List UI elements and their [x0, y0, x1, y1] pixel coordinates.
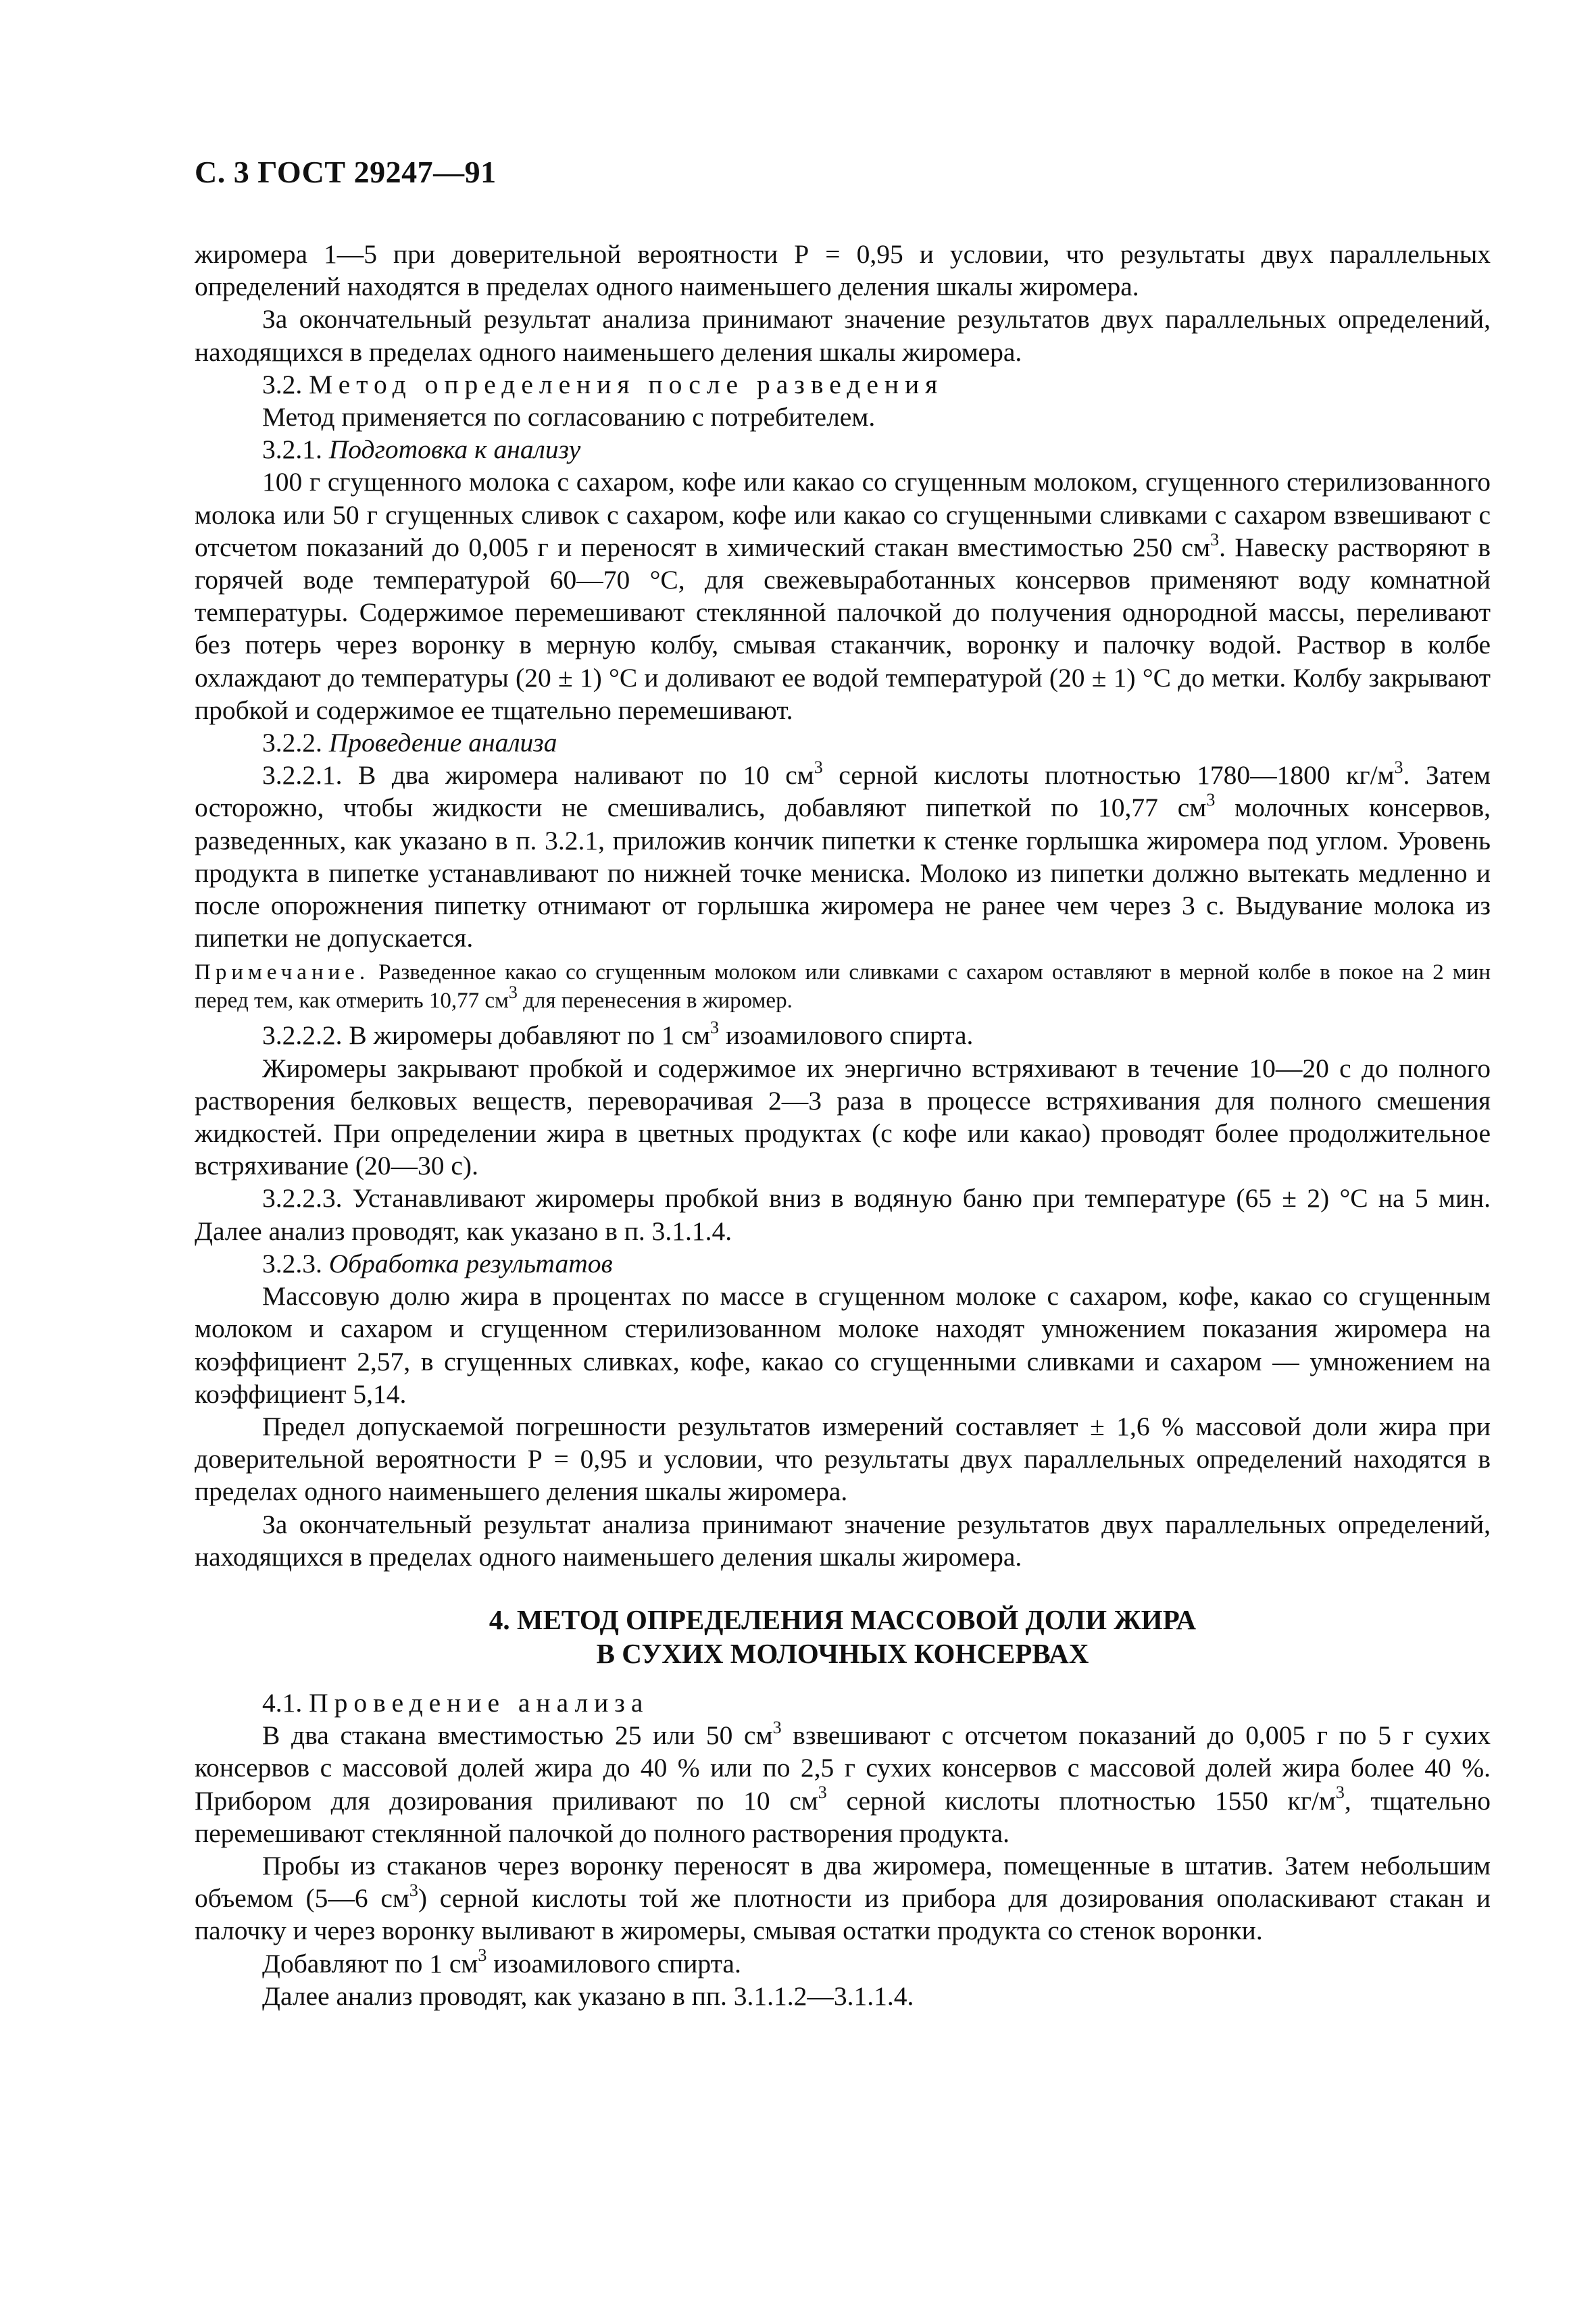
section-heading-line: 4. МЕТОД ОПРЕДЕЛЕНИЯ МАССОВОЙ ДОЛИ ЖИРА — [489, 1603, 1197, 1635]
note — [195, 958, 1491, 1015]
paragraph: 3.2.2.3. Устанавливают жиромеры пробкой вниз в водяную баню при температуре (65 ± 2) °С на 5 мин. Далее анализ проводят, как указано в п. 3.1.1.4. — [195, 1183, 1491, 1246]
subsection-number: 3.2. — [262, 369, 303, 399]
text-run: 3.2.2.1. В два жиромера наливают по 10 см — [262, 760, 814, 791]
subsection-number: 3.2.2. — [262, 728, 322, 758]
note-label: Примечание. — [195, 960, 370, 985]
paragraph — [195, 1947, 1491, 1980]
subsection-title: Метод определения после разведения — [309, 369, 944, 399]
text-run: 100 г сгущенного молока с сахаром, кофе или какао со сгущенным молоком, сгущенного стерилизованного молока или 50 г сгущенных сливок с сахаром, кофе или какао со сгущенными сливками с сахаром взвешивают с отсчетом показаний до 0,005 г и переносят в химический стакан вместимостью 250 см — [195, 467, 1491, 562]
document-body — [195, 238, 1491, 2012]
page-header: С. 3 ГОСТ 29247—91 — [195, 155, 497, 189]
text-run: Разведенное какао со сгущенным молоком или сливками с сахаром оставляют в мерной колбе в покое на 2 мин перед тем, как отмерить 10,77 см — [195, 960, 1491, 1014]
paragraph — [195, 1019, 1491, 1051]
paragraph: Предел допускаемой погрешности результатов измерений составляет ± 1,6 % массовой доли жира при доверительной вероятности Р = 0,95 и условии, что результаты двух параллельных определений находятся в пределах одного наименьшего деления шкалы жиромера. — [195, 1411, 1491, 1507]
text-run: молочных консервов, разведенных, как указано в п. 3.2.1, приложив кончик пипетки к стенке горлышка жиромера под углом. Уровень продукта в пипетке устанавливают по нижней точке мениска. Молоко из пипетки должно вытекать медленно и после опорожнения пипетку отнимают от горлышка жиромера не ранее чем через 3 с. Выдувание молока из пипетки не допускается. — [195, 793, 1491, 953]
paragraph: За окончательный результат анализа принимают значение результатов двух параллельных определений, находящихся в пределах одного наименьшего деления шкалы жиромера. — [195, 304, 1491, 367]
superscript: 3 — [1206, 790, 1216, 810]
subsection-number: 3.2.3. — [262, 1248, 322, 1278]
subsection-title: Обработка результатов — [328, 1248, 613, 1278]
subsection-title: Проведение анализа — [309, 1687, 649, 1718]
text-run: серной кислоты плотностью 1780—1800 кг/м — [822, 760, 1395, 791]
text-run: . Затем осторожно, чтобы жидкости не смешивались, добавляют пипеткой по 10,77 см — [195, 760, 1491, 823]
subsection-title: Подготовка к анализу — [328, 434, 581, 465]
text-run: серной кислоты плотностью 1550 кг/м — [826, 1785, 1336, 1816]
superscript: 3 — [710, 1018, 719, 1038]
subsection-number: 4.1. — [262, 1687, 303, 1718]
text-run: изоамилового спирта. — [719, 1020, 974, 1051]
subsection-heading — [195, 726, 1491, 759]
paragraph: жиромера 1—5 при доверительной вероятности Р = 0,95 и условии, что результаты двух параллельных определений находятся в пределах одного наименьшего деления шкалы жиромера. — [195, 239, 1491, 302]
superscript: 3 — [772, 1717, 782, 1737]
subsection-title: Проведение анализа — [328, 728, 557, 758]
text-run: взвешивают с отсчетом показаний до 0,005 г по 5 г сухих консервов с массовой долей жира до 40 % или по 2,5 г сухих консервов с массовой долей жира более 40 %. Прибором для дозирования приливают по 10 см — [195, 1720, 1491, 1816]
superscript: 3 — [1394, 757, 1403, 778]
paragraph: Жиромеры закрывают пробкой и содержимое их энергично встряхивают в течение 10—20 с до полного растворения белковых веществ, переворачивая 2—3 раза в процессе встряхивания для полного смешения жидкостей. При определении жира в цветных продуктах (с кофе или какао) проводят более продолжительное встряхивание (20—30 с). — [195, 1053, 1491, 1181]
superscript: 3 — [814, 757, 823, 778]
text-run: для перенесения в жиромер. — [517, 989, 793, 1014]
paragraph — [195, 1849, 1491, 1947]
superscript: 3 — [1210, 529, 1220, 549]
text-run: Пробы из стаканов через воронку переносят в два жиромера, помещенные в штатив. Затем небольшим объемом (5—6 см — [195, 1850, 1491, 1914]
superscript: 3 — [508, 982, 518, 1003]
paragraph: Метод применяется по согласованию с потребителем. — [262, 402, 876, 432]
section-heading — [195, 1603, 1491, 1670]
superscript: 3 — [1335, 1783, 1345, 1803]
section-heading-line: В СУХИХ МОЛОЧНЫХ КОНСЕРВАХ — [596, 1637, 1089, 1669]
subsection-heading — [195, 1247, 1491, 1280]
paragraph: За окончательный результат анализа принимают значение результатов двух параллельных определений, находящихся в пределах одного наименьшего деления шкалы жиромера. — [195, 1509, 1491, 1572]
paragraph — [195, 1719, 1491, 1849]
text-run: В два стакана вместимостью 25 или 50 см — [262, 1720, 773, 1751]
text-run: Добавляют по 1 см — [262, 1948, 478, 1978]
text-run: . Навеску растворяют в горячей воде температурой 60—70 °С, для свежевыработанных консервов применяют воду комнатной температуры. Содержимое перемешивают стеклянной палочкой до получения однородной массы, переливают без потерь через воронку в мерную колбу, смывая стаканчик, воронку и палочку водой. Раствор в колбе охлаждают до температуры (20 ± 1) °С и доливают ее водой температурой (20 ± 1) °С до метки. Колбу закрывают пробкой и содержимое ее тщательно перемешивают. — [195, 532, 1491, 725]
subsection-number: 3.2.1. — [262, 434, 322, 465]
subsection-heading — [195, 368, 1491, 401]
text-run: 3.2.2.2. В жиромеры добавляют по 1 см — [262, 1020, 710, 1051]
paragraph: Массовую долю жира в процентах по массе в сгущенном молоке с сахаром, кофе, какао со сгущенным молоком и сахаром и сгущенном стерилизованном молоке находят умножением показания жиромера на коэффициент 2,57, в сгущенных сливках, кофе, какао со сгущенными сливками и сахаром — умножением на коэффициент 5,14. — [195, 1281, 1491, 1409]
superscript: 3 — [818, 1783, 827, 1803]
subsection-heading — [195, 1687, 1491, 1719]
subsection-heading — [195, 433, 1491, 466]
text-run: , тщательно перемешивают стеклянной палочкой до полного растворения продукта. — [195, 1785, 1491, 1848]
paragraph — [195, 466, 1491, 726]
text-run: ) серной кислоты той же плотности из прибора для дозирования ополаскивают стакан и палочку и через воронку выливают в жиромеры, смывая остатки продукта со стенок воронки. — [195, 1883, 1491, 1946]
text-run: изоамилового спирта. — [487, 1948, 741, 1978]
superscript: 3 — [478, 1945, 487, 1966]
paragraph — [195, 759, 1491, 954]
superscript: 3 — [409, 1880, 418, 1900]
paragraph: Далее анализ проводят, как указано в пп. 3.1.1.2—3.1.1.4. — [262, 1981, 914, 2011]
